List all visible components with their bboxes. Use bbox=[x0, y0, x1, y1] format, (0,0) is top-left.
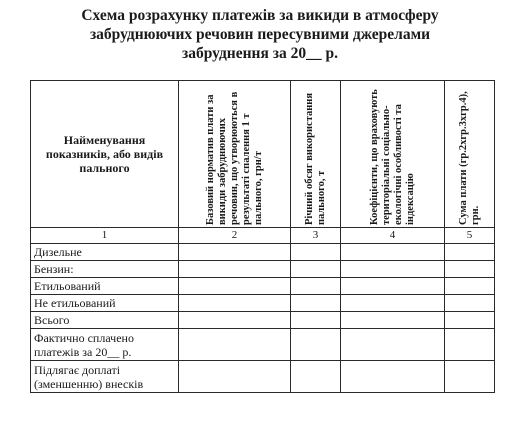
table-cell[interactable] bbox=[179, 295, 291, 312]
table-cell[interactable] bbox=[341, 361, 445, 393]
table-cell[interactable] bbox=[291, 361, 341, 393]
column-number: 3 bbox=[291, 228, 341, 244]
table-cell[interactable] bbox=[445, 244, 495, 261]
table-cell[interactable] bbox=[291, 329, 341, 361]
table-cell[interactable] bbox=[291, 244, 341, 261]
table-cell[interactable] bbox=[445, 278, 495, 295]
row-label: Всього bbox=[31, 312, 179, 329]
header-coefficients-text: Коефіцієнти, що враховують територіальні соціально-екологічні особливості та індексацію bbox=[368, 89, 416, 225]
table-cell[interactable] bbox=[445, 261, 495, 278]
table-row bbox=[31, 278, 495, 295]
header-base-rate bbox=[179, 81, 291, 228]
row-label: Не етильований bbox=[31, 295, 179, 312]
table-cell[interactable] bbox=[179, 244, 291, 261]
table-cell[interactable] bbox=[341, 295, 445, 312]
header-payment-sum bbox=[445, 81, 495, 228]
document-title bbox=[40, 6, 480, 63]
table-cell[interactable] bbox=[341, 244, 445, 261]
table-row bbox=[31, 361, 495, 393]
column-number: 2 bbox=[179, 228, 291, 244]
row-label: Етильований bbox=[31, 278, 179, 295]
table-cell[interactable] bbox=[291, 312, 341, 329]
header-base-rate-text: Базовий норматив плати за викиди забруднюючих речовин, що утворюються в результаті спалення 1 т пального, грн/т bbox=[204, 91, 264, 225]
table-cell[interactable] bbox=[445, 295, 495, 312]
table-cell[interactable] bbox=[445, 312, 495, 329]
table-cell[interactable] bbox=[179, 261, 291, 278]
title-line-3: забруднення за 20__ р. bbox=[182, 45, 338, 62]
table-cell[interactable] bbox=[179, 312, 291, 329]
row-label: Бензин: bbox=[31, 261, 179, 278]
payment-calculation-table bbox=[30, 80, 495, 393]
table-cell[interactable] bbox=[291, 295, 341, 312]
column-number: 5 bbox=[445, 228, 495, 244]
header-payment-sum-text: Сума плати (гр.2хгр.3хгр.4), грн. bbox=[457, 91, 481, 225]
title-line-1: Схема розрахунку платежів за викиди в атмосферу bbox=[81, 7, 439, 24]
table-row bbox=[31, 244, 495, 261]
row-label: Фактично сплачено платежів за 20__ р. bbox=[31, 329, 179, 361]
table-row bbox=[31, 295, 495, 312]
table-cell[interactable] bbox=[341, 278, 445, 295]
table-cell[interactable] bbox=[445, 329, 495, 361]
table-row bbox=[31, 329, 495, 361]
table-cell[interactable] bbox=[341, 329, 445, 361]
row-label: Дизельне bbox=[31, 244, 179, 261]
table-cell[interactable] bbox=[179, 361, 291, 393]
column-number: 4 bbox=[341, 228, 445, 244]
table-cell[interactable] bbox=[291, 261, 341, 278]
table-cell[interactable] bbox=[341, 261, 445, 278]
table-header-row bbox=[31, 81, 495, 228]
table-cell[interactable] bbox=[179, 329, 291, 361]
title-line-2: забруднюючих речовин пересувними джерелами bbox=[89, 26, 431, 43]
table-cell[interactable] bbox=[179, 278, 291, 295]
header-annual-volume bbox=[291, 81, 341, 228]
header-indicator-name: Найменування показників, або видів пального bbox=[31, 81, 179, 228]
table-cell[interactable] bbox=[341, 312, 445, 329]
table-row bbox=[31, 261, 495, 278]
header-annual-volume-text: Річний обсяг використання пального, т bbox=[303, 92, 327, 225]
table-row bbox=[31, 312, 495, 329]
header-coefficients bbox=[341, 81, 445, 228]
column-number-row bbox=[31, 228, 495, 244]
column-number: 1 bbox=[31, 228, 179, 244]
table-cell[interactable] bbox=[445, 361, 495, 393]
table-cell[interactable] bbox=[291, 278, 341, 295]
row-label: Підлягає доплаті (зменшенню) внесків bbox=[31, 361, 179, 393]
